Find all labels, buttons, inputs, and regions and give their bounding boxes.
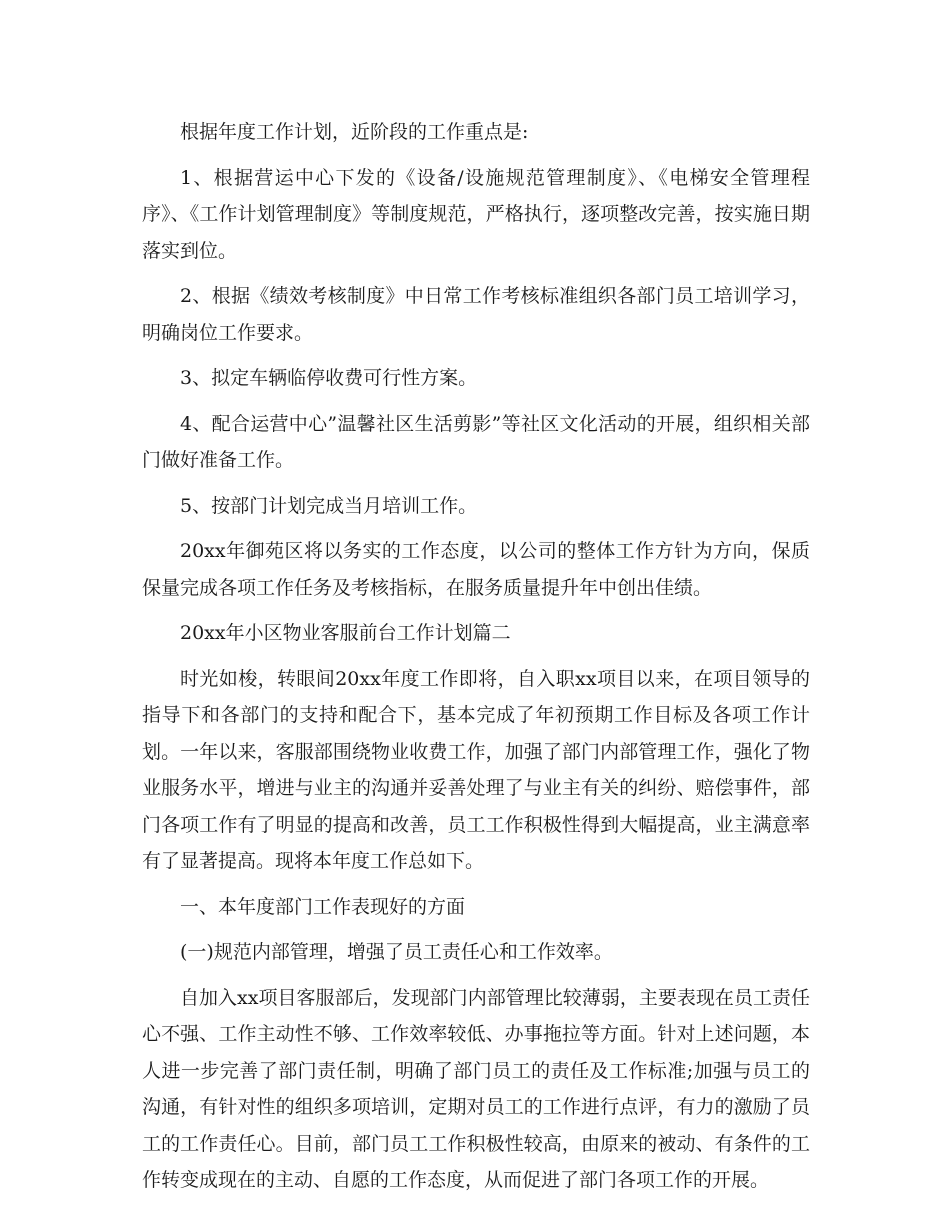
heading-level-1: 一、本年度部门工作表现好的方面 xyxy=(180,895,466,918)
paragraph-summary: 时光如梭，转眼间20xx年度工作即将，自入职xx项目以来，在项目领导的指导下和各部门的支持和配合下，基本完成了年初预期工作目标及各项工作计划。一年以来，客服部围绕物业收费工作，加强了部门内部管理工作，强化了物业服务水平，增进与业主的沟通并妥善处理了与业主有关的纠纷、赔偿事件，部门各项工作有了明显的提高和改善，员工工作积极性得到大幅提高，业主满意率有了显著提高。现将本年度工作总如下。 xyxy=(142,667,810,872)
paragraph-management: 自加入xx项目客服部后，发现部门内部管理比较薄弱，主要表现在员工责任心不强、工作主动性不够、工作效率较低、办事拖拉等方面。针对上述问题，本人进一步完善了部门责任制，明确了部门员工的责任及工作标准;加强与员工的沟通，有针对性的组织多项培训，定期对员工的工作进行点评，有力的激励了员工的工作责任心。目前，部门员工工作积极性较高，由原来的被动、有条件的工作转变成现在的主动、自愿的工作态度，从而促进了部门各项工作的开展。 xyxy=(142,986,810,1191)
paragraph-item-4: 4、配合运营中心”温馨社区生活剪影”等社区文化活动的开展，组织相关部门做好准备工作。 xyxy=(142,412,810,471)
heading-level-2: (一)规范内部管理，增强了员工责任心和工作效率。 xyxy=(180,941,613,963)
paragraph-item-5: 5、按部门计划完成当月培训工作。 xyxy=(180,494,478,517)
paragraph-item-2: 2、根据《绩效考核制度》中日常工作考核标准组织各部门员工培训学习，明确岗位工作要求。 xyxy=(142,285,810,344)
section-title: 20xx年小区物业客服前台工作计划篇二 xyxy=(180,622,511,644)
document-page xyxy=(142,114,810,1208)
paragraph-intro: 根据年度工作计划，近阶段的工作重点是: xyxy=(180,121,529,143)
paragraph-item-1: 1、根据营运中心下发的《设备/设施规范管理制度》、《电梯安全管理程序》、《工作计划管理制度》等制度规范，严格执行，逐项整改完善，按实施日期落实到位。 xyxy=(142,166,810,262)
paragraph-yearly-goal: 20xx年御苑区将以务实的工作态度，以公司的整体工作方针为方向，保质保量完成各项工作任务及考核指标，在服务质量提升年中创出佳绩。 xyxy=(142,540,810,599)
paragraph-item-3: 3、拟定车辆临停收费可行性方案。 xyxy=(180,367,478,389)
